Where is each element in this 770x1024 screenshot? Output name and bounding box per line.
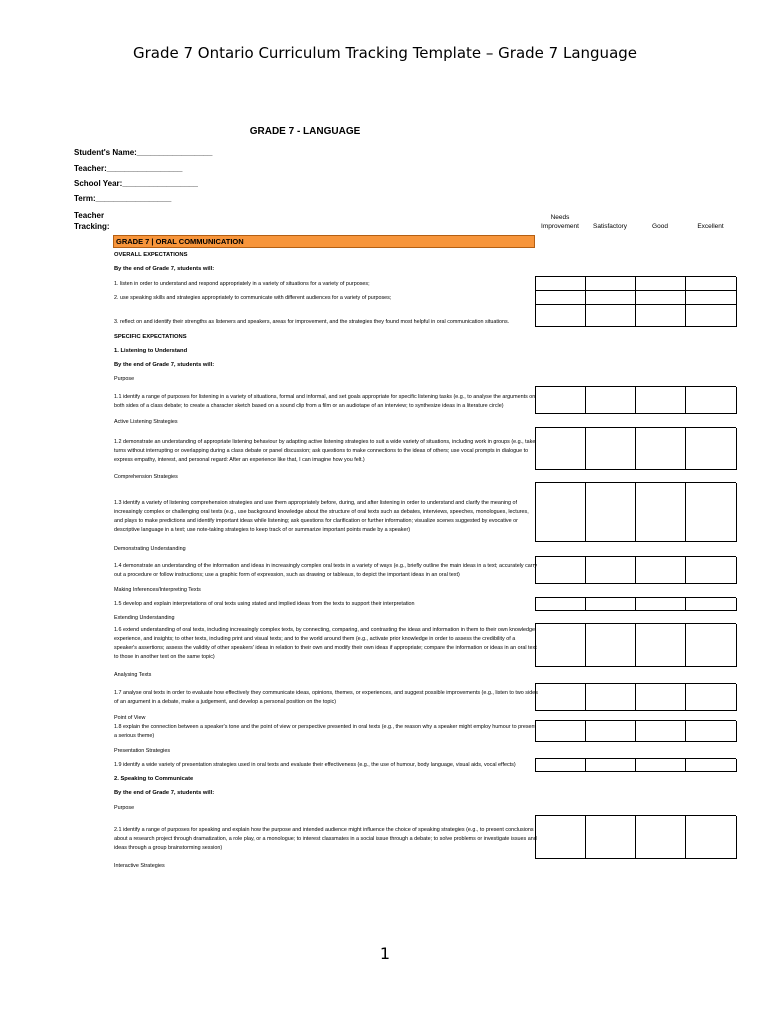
- expectation-1-2: 1.2 demonstrate an understanding of appropriate listening behaviour by adapting active listening strategies to suit a wide variety of situations, including work in groups (e.g., take turns without interrupting or overlapping during a class debate or panel discussion; ask questions to make connections to the ideas of others; use vocal prompts in dialogue to express empathy, interest, and personal regard: After an experience like that, I can imagine how you felt.): [114, 439, 536, 463]
- specific-title: SPECIFIC EXPECTATIONS: [114, 334, 187, 340]
- teacher-tracking-label-2: Tracking:: [74, 222, 110, 231]
- overall-title: OVERALL EXPECTATIONS: [114, 252, 188, 258]
- subhead-active-listening: Active Listening Strategies: [114, 419, 178, 425]
- subhead-interactive: Interactive Strategies: [114, 863, 165, 869]
- expectation-1-5: 1.5 develop and explain interpretations of oral texts using stated and implied ideas from the texts to support their interpretation: [114, 601, 415, 607]
- overall-expectation-2: 2. use speaking skills and strategies appropriately to communicate with different audiences for a variety of purposes;: [114, 295, 392, 301]
- col-needs-1: Needs: [550, 214, 570, 221]
- rating-row-1-7: [535, 683, 736, 711]
- subhead-extending: Extending Understanding: [114, 615, 175, 621]
- teacher-tracking-label: Teacher: [74, 211, 105, 220]
- term-field: Term:_________________: [74, 194, 172, 203]
- overall-expectation-3: 3. reflect on and identify their strengths as listeners and speakers, areas for improvement, and the strategies they found most helpful in oral communication situations.: [114, 319, 510, 325]
- expectation-1-3: 1.3 identify a variety of listening comprehension strategies and use them appropriately before, during, and after listening in order to understand and clarify the meaning of increasingly complex or challenging oral texts (e.g., use background knowledge about the structure of oral texts such as debates, interviews, speeches, monologues, lectures, and plays to make predictions and identify important ideas while listening; ask questions for clarification or further information; visualize scenes suggested by evocative or descriptive language in a text; use note-taking strategies to keep track of or summarize important points made by a speaker): [114, 500, 529, 533]
- overall-expectation-1: 1. listen in order to understand and respond appropriately in a variety of situations for a variety of purposes;: [114, 281, 370, 287]
- expectation-1-8: 1.8 explain the connection between a speaker's tone and the point of view or perspective presented in oral texts (e.g., the reason why a speaker might employ humour to present a serious theme): [114, 724, 537, 739]
- rating-row-1-5: [535, 597, 736, 611]
- rating-row-1-4: [535, 556, 736, 584]
- col-needs-2: Improvement: [541, 223, 579, 230]
- rating-row-1-2: [535, 427, 736, 470]
- subhead-demonstrating: Demonstrating Understanding: [114, 546, 186, 552]
- expectation-2-1: 2.1 identify a range of purposes for speaking and explain how the purpose and intended audience might influence the choice of speaking strategies (e.g., to present conclusions about a research project through dramatization, a role play, or a monologue; to interest classmates in a social issue through a debate; to solve problems or investigate issues and ideas through a group brainstorming session): [114, 827, 537, 851]
- subhead-purpose: Purpose: [114, 376, 135, 382]
- rating-row-1-1: [535, 386, 736, 414]
- col-good: Good: [652, 223, 668, 230]
- subhead-presentation: Presentation Strategies: [114, 748, 171, 754]
- page-number: 1: [379, 944, 391, 963]
- subhead-analysing: Analysing Texts: [114, 672, 152, 678]
- rating-row-2-1: [535, 815, 736, 859]
- specific-section-1: 1. Listening to Understand: [114, 348, 188, 354]
- subhead-purpose-2: Purpose: [114, 805, 135, 811]
- expectation-1-1: 1.1 identify a range of purposes for listening in a variety of situations, formal and informal, and set goals appropriate for specific listening tasks (e.g., to analyse the arguments on both sides of a class debate; to create a character sketch based on a sound clip from a film or an audiotape of an interview; to synthesize ideas in a literature circle): [114, 394, 536, 409]
- expectation-1-9: 1.9 identify a wide variety of presentation strategies used in oral texts and evaluate their effectiveness (e.g., the use of humour, body language, visual aids, vocal effects): [114, 762, 516, 768]
- expectation-1-7: 1.7 analyse oral texts in order to evaluate how effectively they communicate ideas, opinions, themes, or experiences, and suggest possible improvements (e.g., listen to two sides of an argument in a debate, make a judgement, and develop a personal position on the topic): [114, 690, 538, 705]
- rating-grid-overall: [535, 276, 736, 327]
- specific-intro-2: By the end of Grade 7, students will:: [114, 790, 215, 796]
- col-satisfactory: Satisfactory: [593, 223, 627, 230]
- rating-row-1-6: [535, 623, 736, 667]
- teacher-field: Teacher:_________________: [74, 164, 183, 173]
- section-banner: GRADE 7 | ORAL COMMUNICATION: [113, 235, 535, 248]
- expectation-1-6: 1.6 extend understanding of oral texts, including increasingly complex texts, by connecting, comparing, and contrasting the ideas and information in them to their own knowledge, experience, and insights; to other texts, including print and visual texts; and to the world around them (e.g., activate prior knowledge in order to assess the credibility of a speaker's assertions; assess the validity of other speakers' ideas in relation to their own and modify their own ideas if appropriate; compare the information or ideas in an oral text to those in another text on the same topic): [114, 627, 537, 660]
- subhead-point-of-view: Point of View: [114, 715, 146, 721]
- document-heading: GRADE 7 - LANGUAGE: [249, 126, 361, 137]
- rating-row-1-3: [535, 482, 736, 542]
- specific-intro-1: By the end of Grade 7, students will:: [114, 362, 215, 368]
- rating-row-1-8: [535, 720, 736, 742]
- subhead-comprehension: Comprehension Strategies: [114, 474, 178, 480]
- specific-section-2: 2. Speaking to Communicate: [114, 776, 194, 782]
- rating-row-1-9: [535, 758, 736, 772]
- overall-intro: By the end of Grade 7, students will:: [114, 266, 215, 272]
- col-excellent: Excellent: [697, 223, 724, 230]
- school-year-field: School Year:_________________: [74, 179, 198, 188]
- page-title: Grade 7 Ontario Curriculum Tracking Template – Grade 7 Language: [132, 44, 638, 62]
- student-name-field: Student's Name:_________________: [74, 148, 213, 157]
- expectation-1-4: 1.4 demonstrate an understanding of the information and ideas in increasingly complex oral texts in a variety of ways (e.g., briefly outline the main ideas in a text; accurately carry out a procedure or follow instructions; use a graphic form of expression, such as drawing or tableaux, to depict the important ideas in an oral text): [114, 563, 538, 578]
- subhead-inferences: Making Inferences/Interpreting Texts: [114, 587, 201, 593]
